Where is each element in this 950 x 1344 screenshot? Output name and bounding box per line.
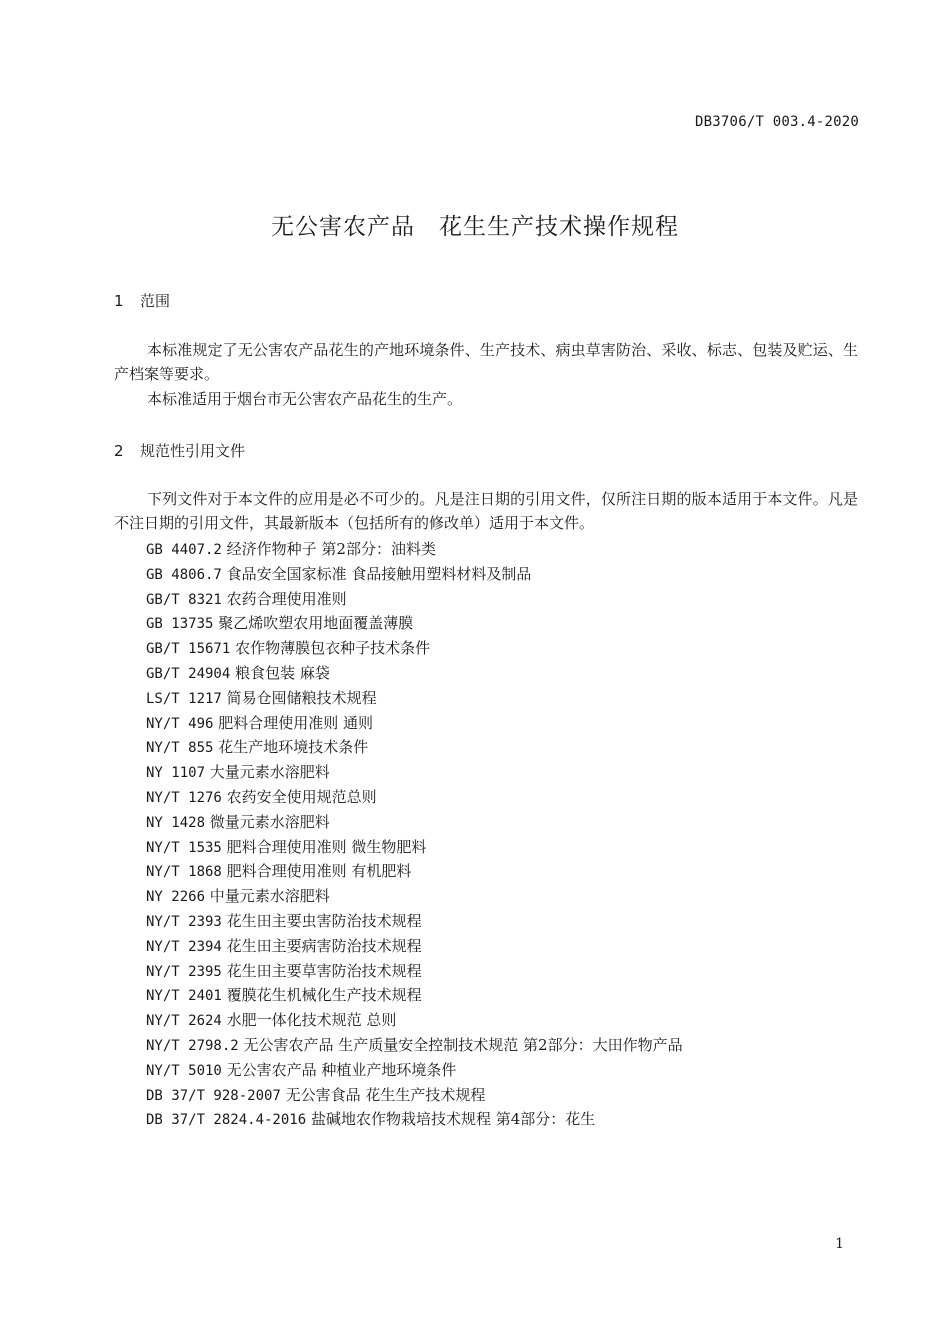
section-title: 范围 [140,292,171,310]
reference-title: 花生田主要病害防治技术规程 [226,936,422,955]
reference-code: NY 2266 [146,889,206,906]
reference-code: GB/T 15671 [146,641,231,658]
reference-code: GB 13735 [146,616,214,633]
reference-code: NY/T 855 [146,740,214,757]
reference-code: NY/T 2394 [146,938,222,955]
reference-title: 粮食包装 麻袋 [235,663,330,682]
reference-item [146,587,683,612]
reference-title: 农药安全使用规范总则 [226,787,377,806]
reference-item [146,760,683,785]
reference-item [146,1033,683,1058]
reference-item [146,562,683,587]
reference-title: 花生田主要草害防治技术规程 [226,961,422,980]
reference-title: 盐碱地农作物栽培技术规程 第4部分：花生 [310,1110,596,1129]
reference-title: 花生产地环境技术条件 [218,738,369,757]
scope-paragraph: 本标准规定了无公害农产品花生的产地环境条件、生产技术、病虫草害防治、采收、标志、包装及贮运、生产档案等要求。 [114,341,858,383]
reference-item [146,884,683,909]
reference-title: 大量元素水溶肥料 [209,763,330,782]
document-code: DB3706/T 003.4-2020 [695,114,859,130]
reference-title: 简易仓囤储粮技术规程 [226,688,377,707]
reference-list [146,537,683,1132]
reference-title: 花生田主要虫害防治技术规程 [226,911,422,930]
reference-code: GB 4806.7 [146,566,222,583]
reference-code: NY/T 1868 [146,864,222,881]
reference-code: DB 37/T 928-2007 [146,1087,281,1104]
section-number: 2 [114,442,124,460]
reference-code: GB 4407.2 [146,542,222,558]
section-title: 规范性引用文件 [140,442,246,460]
reference-code: NY/T 2393 [146,913,222,930]
reference-code: NY 1107 [146,765,206,782]
reference-title: 经济作物种子 第2部分：油料类 [226,540,436,558]
reference-title: 聚乙烯吹塑农用地面覆盖薄膜 [218,614,414,633]
reference-item [146,1008,683,1033]
reference-item [146,983,683,1008]
reference-code: NY/T 496 [146,715,214,732]
page-number: 1 [835,1236,844,1252]
reference-code: NY/T 1276 [146,789,222,806]
reference-title: 肥料合理使用准则 微生物肥料 [226,837,427,856]
reference-code: NY/T 2395 [146,963,222,980]
reference-item [146,835,683,860]
reference-code: LS/T 1217 [146,690,222,707]
reference-item [146,611,683,636]
reference-title: 覆膜花生机械化生产技术规程 [226,986,422,1005]
reference-code: DB 37/T 2824.4-2016 [146,1112,307,1129]
reference-item [146,810,683,835]
reference-title: 无公害农产品 生产质量安全控制技术规范 第2部分：大田作物产品 [243,1035,683,1054]
references-intro-paragraph: 下列文件对于本文件的应用是必不可少的。凡是注日期的引用文件，仅所注日期的版本适用于本文件。凡是不注日期的引用文件，其最新版本（包括所有的修改单）适用于本文件。 [114,490,858,532]
reference-item [146,934,683,959]
reference-code: NY/T 2401 [146,988,222,1005]
reference-code: NY 1428 [146,814,206,831]
reference-item [146,711,683,736]
reference-item [146,1058,683,1083]
reference-item [146,1083,683,1108]
reference-item [146,859,683,884]
reference-title: 肥料合理使用准则 通则 [218,713,373,732]
reference-item [146,959,683,984]
section-number: 1 [114,292,124,310]
reference-title: 食品安全国家标准 食品接触用塑料材料及制品 [226,564,532,583]
reference-title: 无公害农产品 种植业产地环境条件 [226,1060,457,1079]
reference-item [146,1107,683,1132]
reference-code: NY/T 5010 [146,1062,222,1079]
reference-item [146,785,683,810]
document-title: 无公害农产品 花生生产技术操作规程 [271,214,679,240]
reference-code: NY/T 2624 [146,1013,222,1030]
reference-item [146,537,683,562]
section-heading-normative-references [114,440,245,461]
reference-title: 中量元素水溶肥料 [209,887,330,906]
reference-code: NY/T 2798.2 [146,1037,239,1054]
reference-item [146,661,683,686]
reference-title: 农药合理使用准则 [226,589,347,608]
reference-code: NY/T 1535 [146,839,222,856]
scope-applicability-paragraph: 本标准适用于烟台市无公害农产品花生的生产。 [147,390,463,408]
reference-item [146,909,683,934]
reference-code: GB/T 8321 [146,591,222,608]
reference-title: 微量元素水溶肥料 [209,812,330,831]
reference-code: GB/T 24904 [146,665,231,682]
reference-item [146,636,683,661]
reference-title: 无公害食品 花生生产技术规程 [285,1085,486,1104]
reference-title: 农作物薄膜包衣种子技术条件 [235,639,431,658]
reference-item [146,735,683,760]
reference-item [146,686,683,711]
reference-title: 肥料合理使用准则 有机肥料 [226,862,412,881]
section-heading-scope [114,290,170,311]
reference-title: 水肥一体化技术规范 总则 [226,1011,397,1030]
